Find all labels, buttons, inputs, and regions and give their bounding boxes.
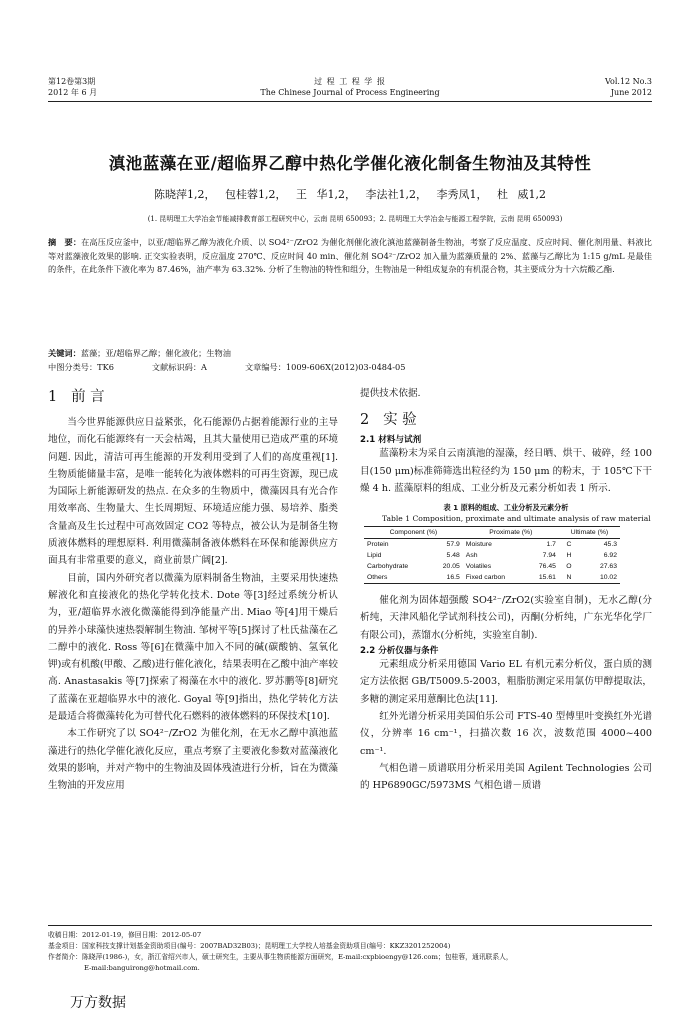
intro-paragraph-1: 当今世界能源供应日益紧张，化石能源仍占据着能源行业的主导地位，而化石能源终有一天会枯竭，且其大量使用已造成严重的环境问题. 因此，清洁可再生能源的开发利用受到了人们的高度重视[1]. 生物质能储量丰富，是唯一能转化为液体燃料的可再生资源，现已成为国际上新能源研发的热点. 在众多的生物质中，微藻因具有光合作用效率高、生物量大、生长周期短、环境适应能力强、易培养、脂类含量高及生长过程中可高效固定 CO2 等特点，被公认为是制备生物质液体燃料的理想原料. 利用微藻制备液体燃料在环保和能源供应方面具有非常重要的意义，商业前景广阔[2]. — [48, 417, 338, 567]
paper-title: 滇池蓝藻在亚/超临界乙醇中热化学催化液化制备生物油及其特性 — [108, 154, 592, 173]
intro-paragraph-2: 目前，国内外研究者以微藻为原料制备生物油，主要采用快速热解液化和直接液化的热化学转化技术. Dote 等[3]经过系统分析认为，亚/超临界水液化微藻能得到净能量产出. Miao 等[4]用干燥后的异养小球藻快速热裂解制生物油. 邹树平等[5]探讨了杜氏盐藻在乙二醇中的液化. Ross 等[6]在微藻中加入不同的碱(碳酸钠、氢氧化钾)或有机酸(甲酸、乙酸)进行催化液化，结果表明在乙酸中油产率较高. Anastasakis 等[7]探索了褐藻在水中的液化. 罗苏鹏等[8]研究了蓝藻在亚超临界水中的液化. Goyal 等[9]指出，热化学转化方法是最适合将微藻转化为可替代化石燃料的液体燃料的环保技术[10]. — [48, 572, 338, 723]
header-issue: Vol.12 No.3 June 2012 — [605, 77, 652, 97]
materials-paragraph: 蓝藻粉末为采自云南滇池的湿藻，经日晒、烘干、破碎，经 100 目(150 μm)标准筛筛选出粒径约为 150 μm 的粉末，于 105℃下干燥 4 h. 蓝藻原料的组成、工业分析及元素分析如表 1 所示. — [360, 448, 652, 494]
ftir-paragraph: 红外光谱分析采用美国伯乐公司 FTS-40 型傅里叶变换红外光谱仪，分辨率 16 cm⁻¹，扫描次数 16 次，波数范围 4000~400 cm⁻¹. — [360, 710, 652, 757]
abstract-text: 在高压反应釜中，以亚/超临界乙醇为液化介质、以 SO4²⁻/ZrO2 为催化剂催化液化滇池蓝藻制备生物油，考察了反应温度、反应时间、催化剂用量、料液比等对蓝藻液化效果的影响. 正交实验表明，反应温度 270℃、反应时间 40 min、催化剂 SO4²⁻/ZrO2 加入量为蓝藻质量的 2%、蓝藻与乙醇比为 1:15 g/mL 是最佳的条件，在此条件下液化率为 87.46%，油产率为 63.32%. 分析了生物油的特性和组分，生物油是一种组成复杂的有机混合物，其主要成分为十六烷酸乙酯. — [48, 237, 652, 275]
subsection-2-1: 2.1 材料与试剂 — [360, 435, 422, 446]
footnote-rule — [48, 925, 652, 926]
header-rule — [48, 101, 652, 102]
author-list: 陈晓萍1,2， 包桂蓉1,2， 王 华1,2， 李法社1,2， 李秀凤1， 杜 威1,2 — [154, 188, 546, 201]
doc-code: 文献标识码：A — [151, 362, 207, 372]
continuation-text: 提供技术依据. — [360, 388, 421, 399]
section-1-heading: 1 前 言 — [48, 389, 105, 405]
table-header-row: Component (%) Proximate (%) Ultimate (%) — [364, 527, 620, 539]
right-column — [360, 385, 652, 794]
funding-note: 基金项目：国家科技支撑计划基金资助项目(编号：2007BAD32B03)；昆明理工大学校人培基金资助项目(编号：KKZ3201252004) — [48, 942, 451, 950]
journal-name: 过 程 工 程 学 报 The Chinese Journal of Process Engineering — [260, 77, 440, 97]
footnote — [48, 930, 652, 974]
clc-code: 中图分类号：TK6 — [48, 362, 114, 372]
table-row: Lipid 5.48 Ash 7.94 H 6.92 — [367, 552, 617, 560]
subsection-2-2: 2.2 分析仪器与条件 — [360, 646, 439, 657]
table-row: Protein 57.9 Moisture 1.7 C 45.3 — [367, 541, 617, 549]
table-caption-cn: 表 1 原料的组成、工业分析及元素分析 — [443, 503, 569, 513]
catalyst-paragraph: 催化剂为固体超强酸 SO4²⁻/ZrO2(实验室自制)，无水乙醇(分析纯，天津风船化学试剂科技公司)，丙酮(分析纯，广东光华化学厂有限公司)，蒸馏水(分析纯，实验室自制). — [360, 595, 652, 641]
header-volume: 第12卷第3期 2012 年 6 月 — [48, 77, 98, 97]
intro-paragraph-3: 本工作研究了以 SO4²⁻/ZrO2 为催化剂，在无水乙醇中滇池蓝藻进行的热化学催化液化反应，重点考察了主要液化参数对蓝藻液化效果的影响，并对产物中的生物油及固体残渣进行分析，旨在为微藻生物油的开发应用 — [48, 728, 338, 792]
table-row: Carbohydrate 20.05 Volatiles 76.45 O 27.63 — [367, 563, 617, 571]
watermark: 万方数据 — [70, 995, 126, 1011]
elemental-paragraph: 元素组成分析采用德国 Vario EL 有机元素分析仪，蛋白质的测定方法依据 GB/T5009.5-2003，粗脂肪测定采用氯仿甲醇提取法，多糖的测定采用蒽酮比色法[11]. — [360, 659, 652, 705]
abstract — [48, 236, 652, 277]
table-row: Others 16.5 Fixed carbon 15.61 N 10.02 — [364, 572, 620, 584]
affiliation: (1. 昆明理工大学冶金节能减排教育部工程研究中心，云南 昆明 650093；2. 昆明理工大学冶金与能源工程学院，云南 昆明 650093) — [147, 215, 563, 223]
composition-table — [364, 526, 620, 584]
author-email: E-mail:banguirong@hotmail.com. — [84, 964, 200, 972]
author-bio: 作者简介：陈晓萍(1986-)，女，浙江省绍兴市人，硕士研究生，主要从事生物质能源方面研究，E-mail:cxpbioengy@126.com；包桂蓉，通讯联系人， — [48, 953, 513, 961]
keywords: 关键词：蓝藻；亚/超临界乙醇；催化液化；生物油 — [48, 348, 231, 358]
table-caption-en: Table 1 Composition, proximate and ultimate analysis of raw material — [382, 514, 651, 524]
received-date: 收稿日期：2012-01-19，修回日期：2012-05-07 — [48, 931, 202, 939]
article-number: 文章编号：1009-606X(2012)03-0484-05 — [244, 362, 406, 372]
section-2-heading: 2 实 验 — [360, 412, 417, 429]
gcms-paragraph: 气相色谱－质谱联用分析采用美国 Agilent Technologies 公司的 HP6890GC/5973MS 气相色谱－质谱 — [360, 762, 652, 792]
abstract-label: 摘 要： — [48, 237, 82, 247]
classification-line — [48, 361, 652, 374]
left-column — [48, 385, 338, 795]
